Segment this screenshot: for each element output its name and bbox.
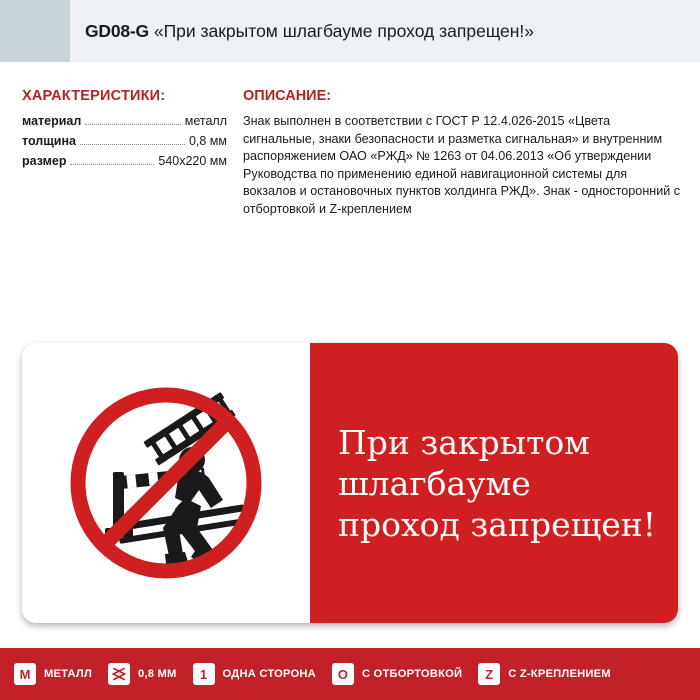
- sign-text-area: [310, 343, 678, 623]
- letter-z-icon: Z: [478, 663, 500, 685]
- spec-key: размер: [22, 154, 67, 168]
- footer-item-flanging: [332, 663, 462, 685]
- description-heading: ОПИСАНИЕ:: [243, 88, 332, 104]
- footer-label: 0,8 ММ: [138, 668, 177, 680]
- letter-o-icon: О: [332, 663, 354, 685]
- footer-feature-bar: [0, 648, 700, 700]
- sign-text-line: шлагбауме: [338, 463, 531, 503]
- footer-label: МЕТАЛЛ: [44, 668, 93, 680]
- page-header: [0, 0, 700, 62]
- specifications-block: [22, 88, 227, 174]
- sign-text: [338, 422, 656, 545]
- spec-key: толщина: [22, 134, 76, 148]
- product-title: «При закрытом шлагбауме проход запрещен!»: [153, 20, 535, 41]
- spec-value: металл: [184, 114, 227, 128]
- product-code: GD08-G: [85, 20, 149, 41]
- no-passage-closed-barrier-icon: [61, 378, 271, 588]
- specifications-heading: ХАРАКТЕРИСТИКИ:: [22, 88, 166, 104]
- spec-row: [22, 154, 227, 168]
- spec-dot-leader: [70, 164, 154, 165]
- sign-text-line: проход запрещен!: [338, 504, 657, 544]
- header-accent-block: [0, 0, 70, 62]
- sign-text-line: При закрытом: [338, 422, 590, 462]
- spec-value: 540х220 мм: [158, 154, 227, 168]
- page-title: [85, 21, 534, 42]
- footer-label: С ОТБОРТОВКОЙ: [361, 668, 463, 680]
- footer-item-sides: [193, 663, 316, 685]
- sign-preview: [22, 343, 678, 623]
- spec-dot-leader: [85, 124, 180, 125]
- footer-label: С Z-КРЕПЛЕНИЕМ: [508, 668, 611, 680]
- thickness-icon: [108, 663, 130, 685]
- spec-value: 0,8 мм: [188, 134, 227, 148]
- spec-row: [22, 134, 227, 148]
- footer-item-thickness: [108, 663, 177, 685]
- letter-m-icon: M: [14, 663, 36, 685]
- description-block: [243, 88, 683, 218]
- spec-key: материал: [22, 114, 82, 128]
- description-text: Знак выполнен в соответствии с ГОСТ Р 12.4.026-2015 «Цвета сигнальные, знаки безопасности и разметка сигнальная» и внутренним распоряжением ОАО «РЖД» № 1263 от 04.06.2013 «Об утверждении Руководства по применению единой навигационной системы для вокзалов и остановочных пунктов холдинга РЖД». Знак - односторонний с отбортовкой и Z-креплением: [243, 114, 681, 216]
- footer-label: ОДНА СТОРОНА: [222, 668, 316, 680]
- spec-row: [22, 114, 227, 128]
- digit-one-icon: 1: [193, 663, 215, 685]
- sign-pictogram-area: [22, 343, 310, 623]
- spec-dot-leader: [80, 144, 185, 145]
- footer-item-material: [14, 663, 92, 685]
- footer-item-z-mount: [478, 663, 611, 685]
